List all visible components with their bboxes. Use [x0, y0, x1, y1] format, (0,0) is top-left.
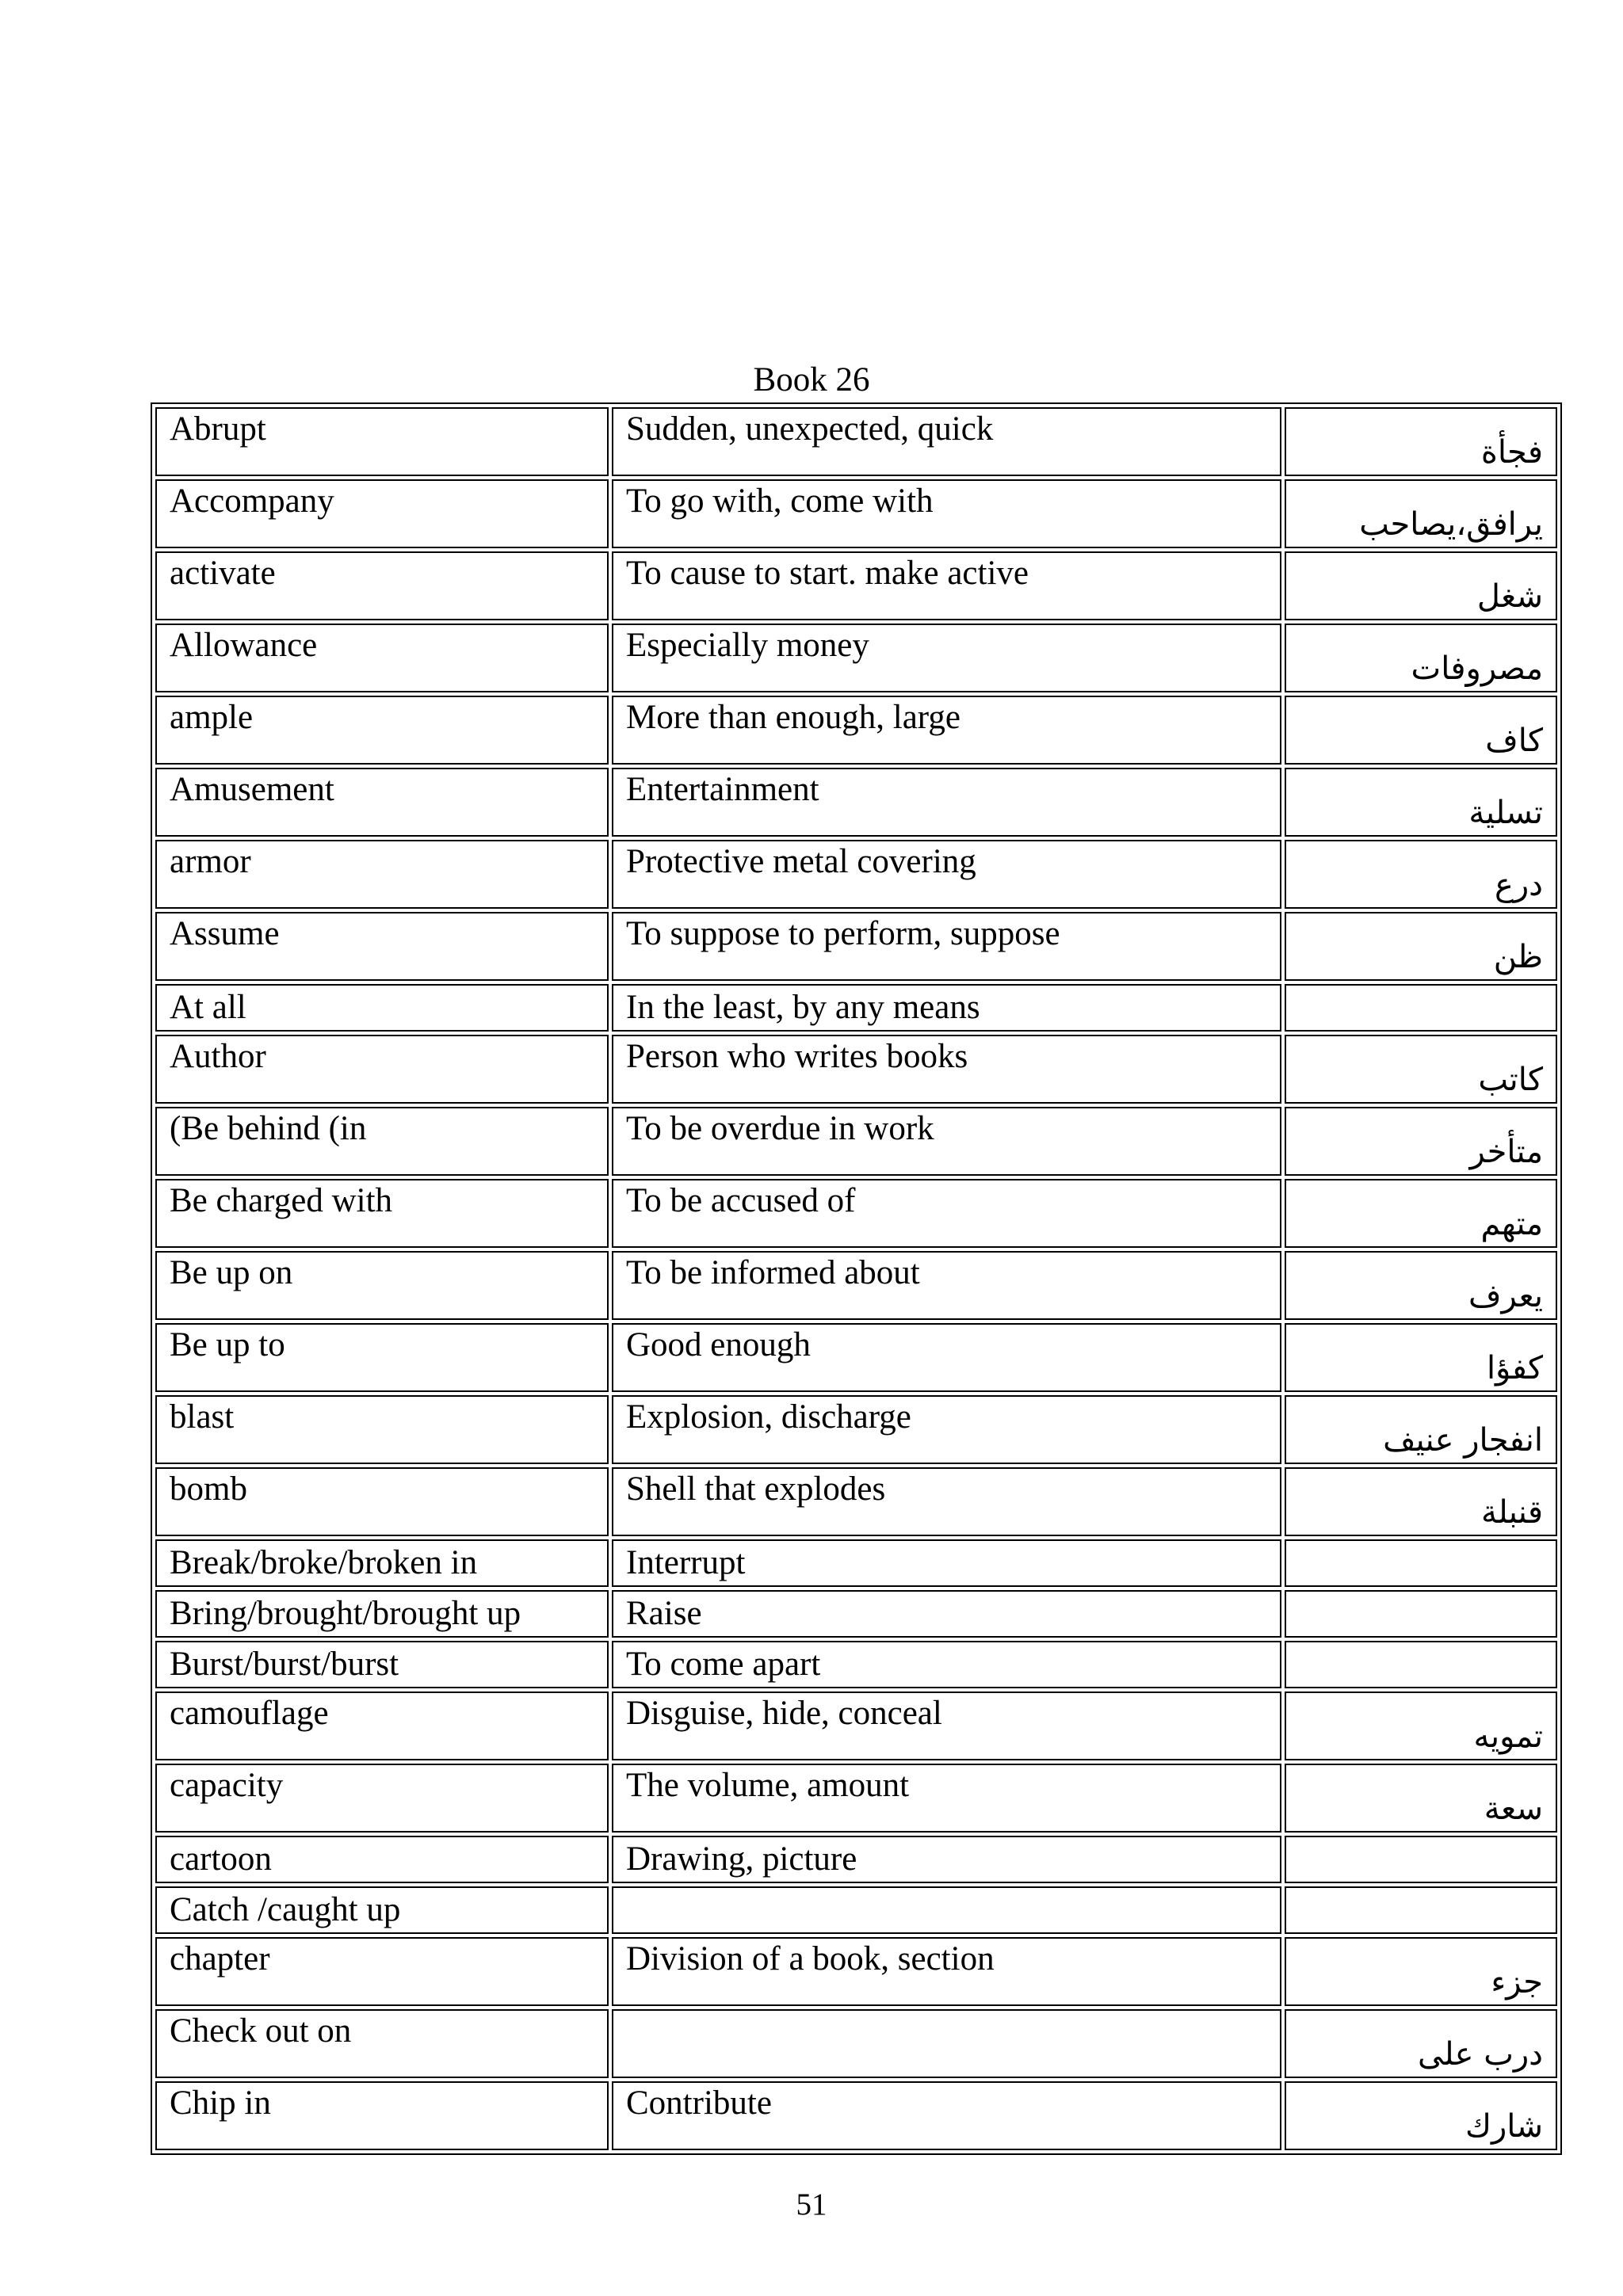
word-cell: Burst/burst/burst [155, 1641, 609, 1688]
arabic-cell: قنبلة [1285, 1467, 1557, 1536]
meaning-cell: To come apart [612, 1641, 1281, 1688]
word-cell: (Be behind (in [155, 1107, 609, 1176]
meaning-cell: Contribute [612, 2081, 1281, 2150]
meaning-cell: Division of a book, section [612, 1937, 1281, 2006]
arabic-cell [1285, 1539, 1557, 1587]
table-row [155, 551, 1557, 620]
meaning-cell: Especially money [612, 624, 1281, 692]
arabic-cell: متأخر [1285, 1107, 1557, 1176]
meaning-cell: More than enough, large [612, 696, 1281, 765]
arabic-cell: جزء [1285, 1937, 1557, 2006]
word-cell: Assume [155, 912, 609, 981]
table-row [155, 1836, 1557, 1883]
arabic-cell: يرافق،يصاحب [1285, 479, 1557, 548]
word-cell: activate [155, 551, 609, 620]
table-row [155, 912, 1557, 981]
arabic-cell: درب على [1285, 2009, 1557, 2078]
meaning-cell: Explosion, discharge [612, 1395, 1281, 1464]
arabic-cell [1285, 1836, 1557, 1883]
meaning-cell: Disguise, hide, conceal [612, 1691, 1281, 1760]
meaning-cell: Entertainment [612, 768, 1281, 837]
table-row [155, 696, 1557, 765]
arabic-cell: تمويه [1285, 1691, 1557, 1760]
word-cell: bomb [155, 1467, 609, 1536]
word-cell: Be up on [155, 1251, 609, 1320]
arabic-cell [1285, 1590, 1557, 1638]
page-number: 51 [796, 2187, 827, 2222]
word-cell: capacity [155, 1764, 609, 1833]
meaning-cell: Protective metal covering [612, 840, 1281, 909]
arabic-cell: تسلية [1285, 768, 1557, 837]
meaning-cell: Raise [612, 1590, 1281, 1638]
arabic-cell: مصروفات [1285, 624, 1557, 692]
table-row [155, 2081, 1557, 2150]
meaning-cell: Interrupt [612, 1539, 1281, 1587]
table-row [155, 1590, 1557, 1638]
meaning-cell: To be accused of [612, 1179, 1281, 1248]
word-cell: chapter [155, 1937, 609, 2006]
table-row [155, 840, 1557, 909]
word-cell: At all [155, 984, 609, 1032]
meaning-cell: In the least, by any means [612, 984, 1281, 1032]
word-cell: Be up to [155, 1323, 609, 1392]
arabic-cell [1285, 984, 1557, 1032]
meaning-cell: To cause to start. make active [612, 551, 1281, 620]
table-row [155, 1539, 1557, 1587]
meaning-cell: Sudden, unexpected, quick [612, 407, 1281, 476]
word-cell: Accompany [155, 479, 609, 548]
table-row [155, 624, 1557, 692]
table-row [155, 1467, 1557, 1536]
table-row [155, 1691, 1557, 1760]
table-row [155, 984, 1557, 1032]
meaning-cell: To suppose to perform, suppose [612, 912, 1281, 981]
arabic-cell: شارك [1285, 2081, 1557, 2150]
arabic-cell: انفجار عنيف [1285, 1395, 1557, 1464]
table-row [155, 2009, 1557, 2078]
table-row [155, 479, 1557, 548]
table-row [155, 1251, 1557, 1320]
meaning-cell: Good enough [612, 1323, 1281, 1392]
meaning-cell: Person who writes books [612, 1035, 1281, 1104]
word-cell: Amusement [155, 768, 609, 837]
word-cell: Chip in [155, 2081, 609, 2150]
arabic-cell: ظن [1285, 912, 1557, 981]
meaning-cell: To be overdue in work [612, 1107, 1281, 1176]
word-cell: Allowance [155, 624, 609, 692]
arabic-cell: كاف [1285, 696, 1557, 765]
table-row [155, 1641, 1557, 1688]
word-cell: Check out on [155, 2009, 609, 2078]
arabic-cell: يعرف [1285, 1251, 1557, 1320]
arabic-cell: سعة [1285, 1764, 1557, 1833]
word-cell: ample [155, 696, 609, 765]
meaning-cell: Drawing, picture [612, 1836, 1281, 1883]
table-row [155, 1937, 1557, 2006]
table-row [155, 407, 1557, 476]
word-cell: cartoon [155, 1836, 609, 1883]
meaning-cell: Shell that explodes [612, 1467, 1281, 1536]
table-row [155, 1764, 1557, 1833]
table-row [155, 1035, 1557, 1104]
table-row [155, 1179, 1557, 1248]
word-cell: armor [155, 840, 609, 909]
vocabulary-table [151, 402, 1562, 2155]
arabic-cell: شغل [1285, 551, 1557, 620]
table-row [155, 768, 1557, 837]
arabic-cell: كاتب [1285, 1035, 1557, 1104]
word-cell: Abrupt [155, 407, 609, 476]
arabic-cell: فجأة [1285, 407, 1557, 476]
page-title: Book 26 [753, 361, 870, 399]
word-cell: Be charged with [155, 1179, 609, 1248]
meaning-cell: To go with, come with [612, 479, 1281, 548]
word-cell: Author [155, 1035, 609, 1104]
word-cell: Bring/brought/brought up [155, 1590, 609, 1638]
arabic-cell: درع [1285, 840, 1557, 909]
arabic-cell [1285, 1886, 1557, 1934]
word-cell: camouflage [155, 1691, 609, 1760]
arabic-cell: كفؤا [1285, 1323, 1557, 1392]
word-cell: Break/broke/broken in [155, 1539, 609, 1587]
meaning-cell: The volume, amount [612, 1764, 1281, 1833]
word-cell: blast [155, 1395, 609, 1464]
arabic-cell [1285, 1641, 1557, 1688]
meaning-cell [612, 2009, 1281, 2078]
table-row [155, 1107, 1557, 1176]
meaning-cell [612, 1886, 1281, 1934]
table-row [155, 1886, 1557, 1934]
table-row [155, 1323, 1557, 1392]
word-cell: Catch /caught up [155, 1886, 609, 1934]
meaning-cell: To be informed about [612, 1251, 1281, 1320]
table-row [155, 1395, 1557, 1464]
vocabulary-table-body [155, 407, 1557, 2150]
arabic-cell: متهم [1285, 1179, 1557, 1248]
